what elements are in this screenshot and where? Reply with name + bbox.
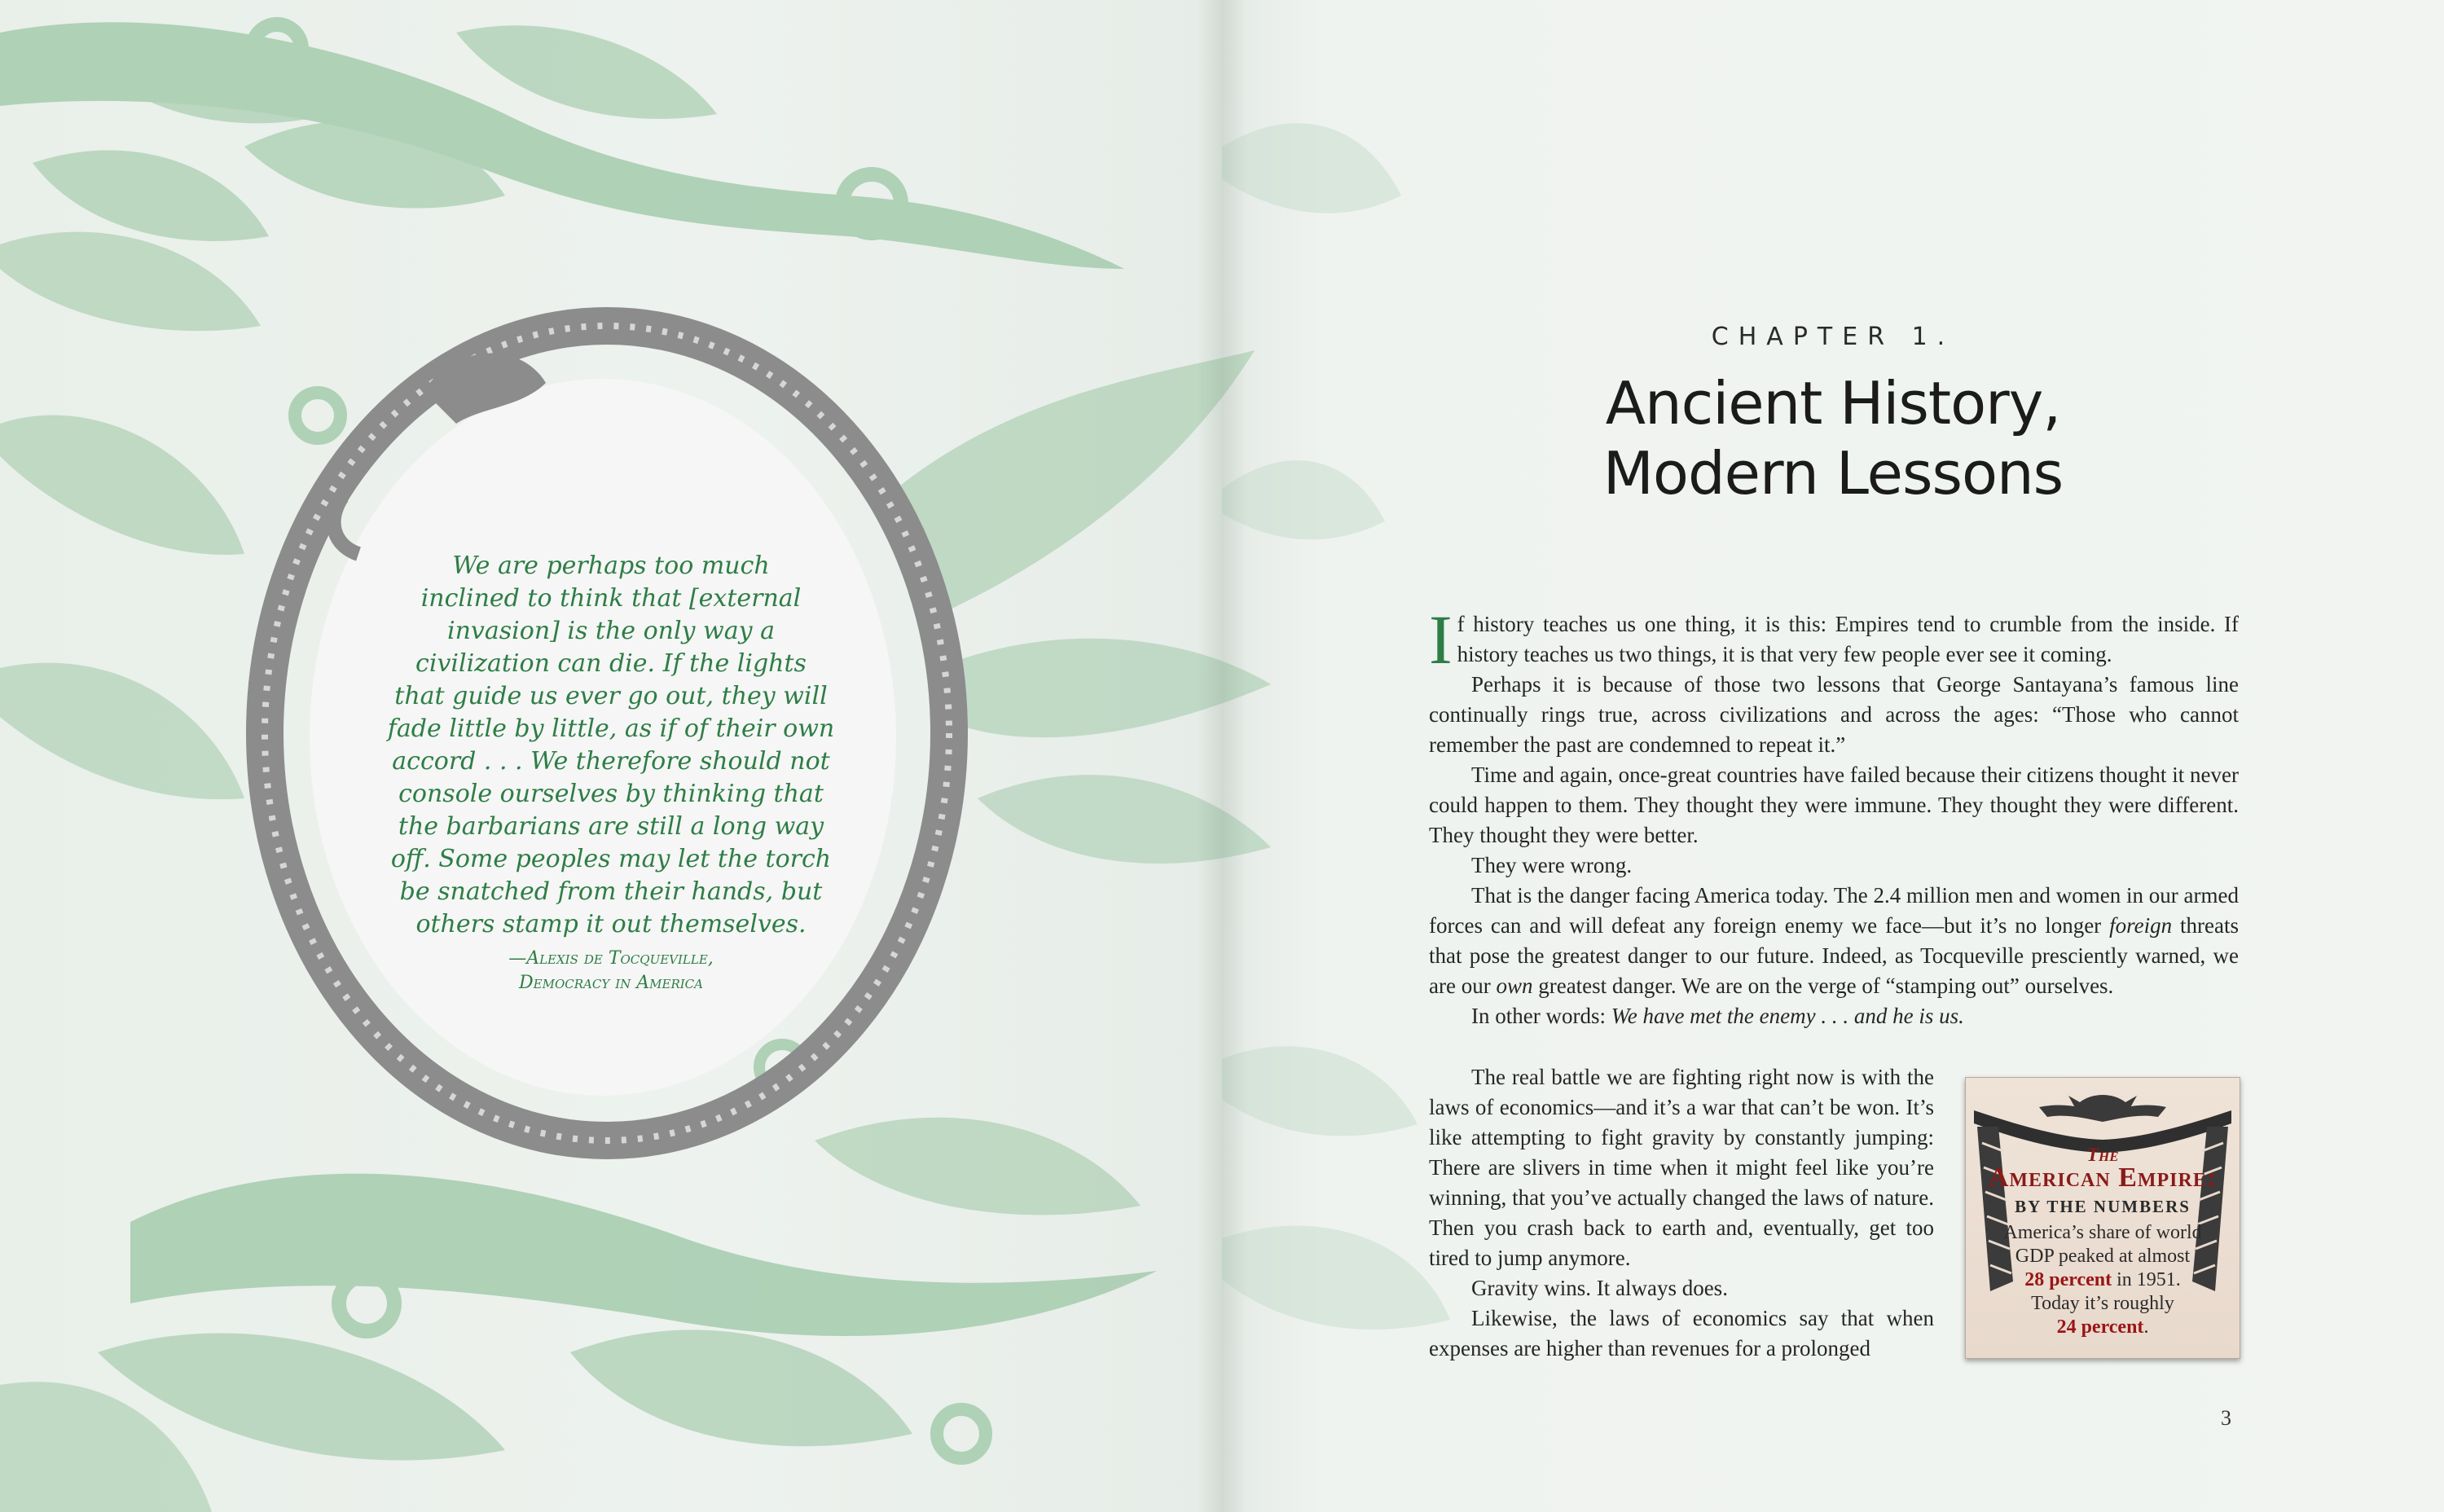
- quote-line: be snatched from their hands, but: [399, 877, 823, 906]
- paragraph: Gravity wins. It always does.: [1471, 1276, 1728, 1300]
- book-gutter: [1198, 0, 1246, 1512]
- callout-title-the: The: [2086, 1145, 2119, 1166]
- quote-line: civilization can die. If the lights: [415, 649, 807, 678]
- body-text: [1429, 600, 2239, 1031]
- quote-line: others stamp it out themselves.: [415, 910, 807, 938]
- callout-subtitle: BY THE NUMBERS: [2015, 1197, 2191, 1216]
- body-text-wrapped: [1429, 1062, 1934, 1364]
- quote-line: the barbarians are still a long way: [398, 812, 824, 841]
- paragraph: Time and again, once-great countries have failed because their citizens thought it never could happen to them. They thought they were immune. They thought they were different. They thought they were better.: [1429, 763, 2239, 847]
- quote-attribution: [383, 947, 839, 996]
- quote-line: off. Some peoples may let the torch: [390, 845, 832, 873]
- highlight-value: 24 percent: [2056, 1316, 2144, 1338]
- paragraph: They were wrong.: [1471, 853, 1633, 877]
- attribution-work: Democracy in America: [519, 973, 703, 993]
- drop-cap: I: [1429, 600, 1453, 679]
- paragraph: That is the danger facing America today. The 2.4 million men and women in our armed forces can and will defeat any foreign enemy we face—but it’s no longer foreign threats that pose the greatest danger to our future. Indeed, as Tocqueville presciently warned, we are our own greatest danger. We are on the verge of “stamping out” ourselves.: [1429, 883, 2239, 998]
- attribution-author: —Alexis de Tocqueville,: [508, 948, 714, 969]
- highlight-value: 28 percent: [2024, 1269, 2112, 1290]
- callout-body: America’s share of world GDP peaked at almost 28 percent in 1951. Today it’s roughly 24 percent.: [2003, 1222, 2202, 1338]
- american-empire-callout: [1965, 1077, 2240, 1359]
- paragraph: In other words: We have met the enemy . . . and he is us.: [1471, 1004, 1964, 1028]
- chapter-title-line: Modern Lessons: [1602, 439, 2064, 508]
- chapter-label: CHAPTER 1.: [1711, 323, 1955, 351]
- quote-line: inclined to think that [external: [420, 584, 802, 613]
- chapter-title: [1507, 368, 2159, 508]
- quote-line: console ourselves by thinking that: [398, 780, 824, 808]
- page-number: 3: [2221, 1406, 2231, 1430]
- paragraph: Perhaps it is because of those two lessons that George Santayana’s famous line continually rings true, across civilizations and across the ages: “Those who cannot remember the past are condemned to repeat it.”: [1429, 672, 2239, 757]
- callout-title: American Empire:: [1988, 1163, 2218, 1193]
- paragraph: If history teaches us one thing, it is this: Empires tend to crumble from the inside. If history teaches us two things, it is that very few people ever see it coming.: [1429, 600, 2239, 679]
- paragraph: The real battle we are fighting right now is with the laws of economics—and it’s a war that can’t be won. It’s like attempting to fight gravity by constantly jumping: There are slivers in time when it might feel like you’re winning, that you’ve actually changed the laws of nature. Then you crash back to earth and, eventually, get too tired to jump anymore.: [1429, 1065, 1934, 1270]
- quote-line: invasion] is the only way a: [447, 617, 775, 645]
- chapter-title-line: Ancient History,: [1605, 369, 2061, 437]
- quote-line: fade little by little, as if of their own: [387, 714, 835, 743]
- epigraph-quote: [383, 550, 839, 941]
- quote-line: accord . . . We therefore should not: [392, 747, 830, 776]
- quote-line: We are perhaps too much: [452, 552, 770, 580]
- quote-line: that guide us ever go out, they will: [394, 682, 828, 710]
- paragraph: Likewise, the laws of economics say that when expenses are higher than revenues for a prolonged: [1429, 1306, 1934, 1360]
